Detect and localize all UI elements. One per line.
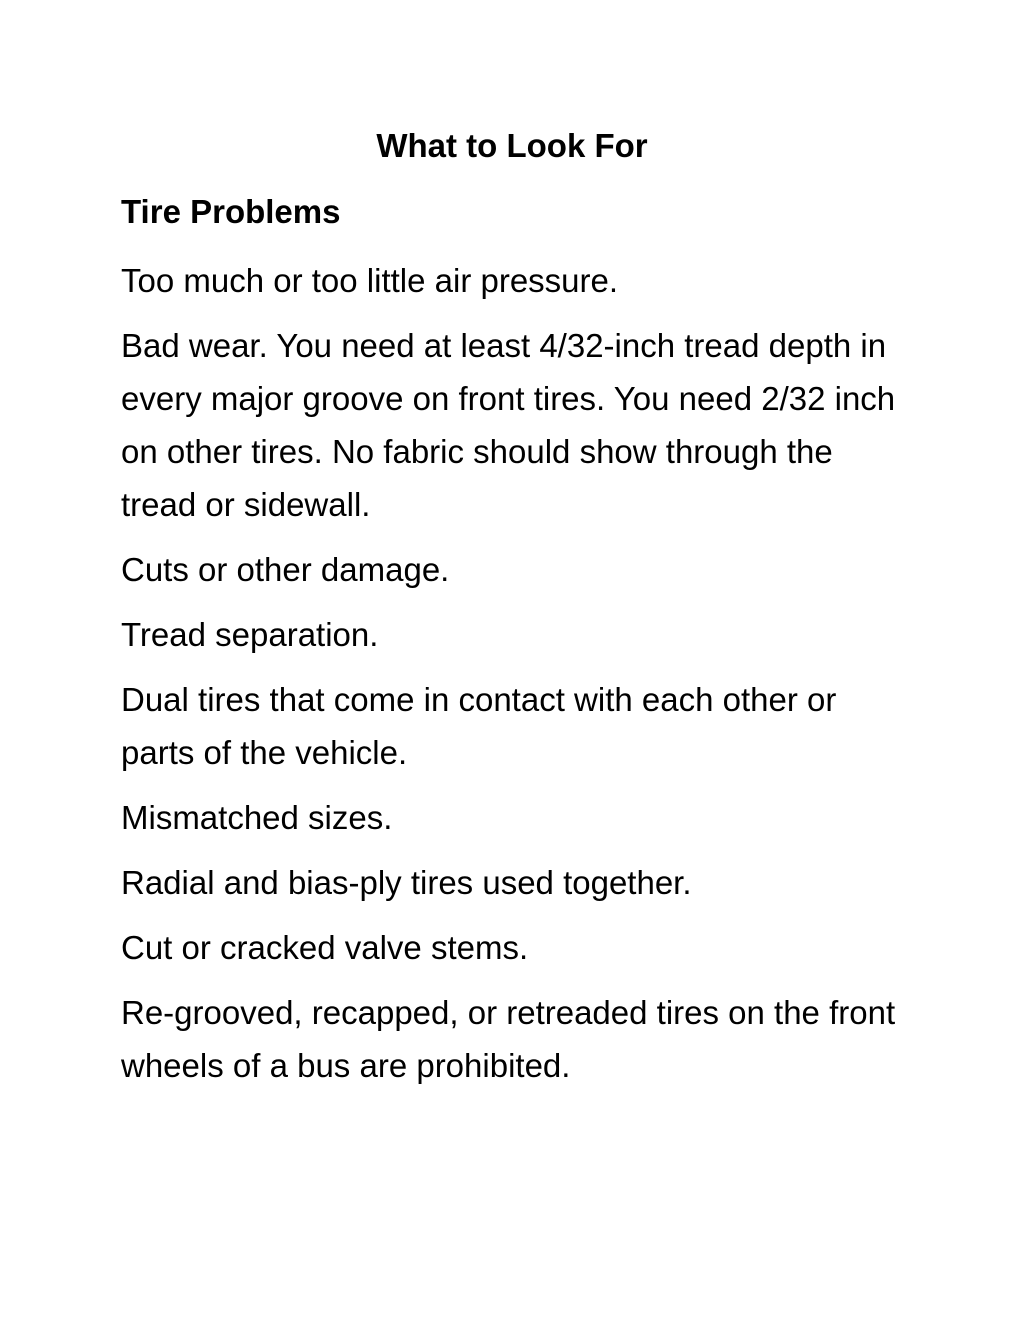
- list-item-bad-wear: Bad wear. You need at least 4/32-inch tread depth in every major groove on front tires. You need 2/32 inch on other tires. No fabric should show through the tread or sidewall.: [121, 327, 896, 523]
- document-body: [121, 122, 901, 1104]
- list-item-dual-tires: Dual tires that come in contact with each other or parts of the vehicle.: [121, 681, 837, 771]
- list-item-tread-separation: Tread separation.: [121, 616, 379, 653]
- list-item-valve-stems: Cut or cracked valve stems.: [121, 929, 529, 966]
- list-item-air-pressure: Too much or too little air pressure.: [121, 262, 619, 299]
- list-item-radial-bias-ply: Radial and bias-ply tires used together.: [121, 864, 692, 901]
- list-item-regrooved-tires: Re-grooved, recapped, or retreaded tires on the front wheels of a bus are prohibited.: [121, 994, 896, 1084]
- page-title: What to Look For: [376, 127, 648, 164]
- list-item-cuts: Cuts or other damage.: [121, 551, 450, 588]
- list-item-mismatched-sizes: Mismatched sizes.: [121, 799, 393, 836]
- section-heading: Tire Problems: [121, 193, 341, 230]
